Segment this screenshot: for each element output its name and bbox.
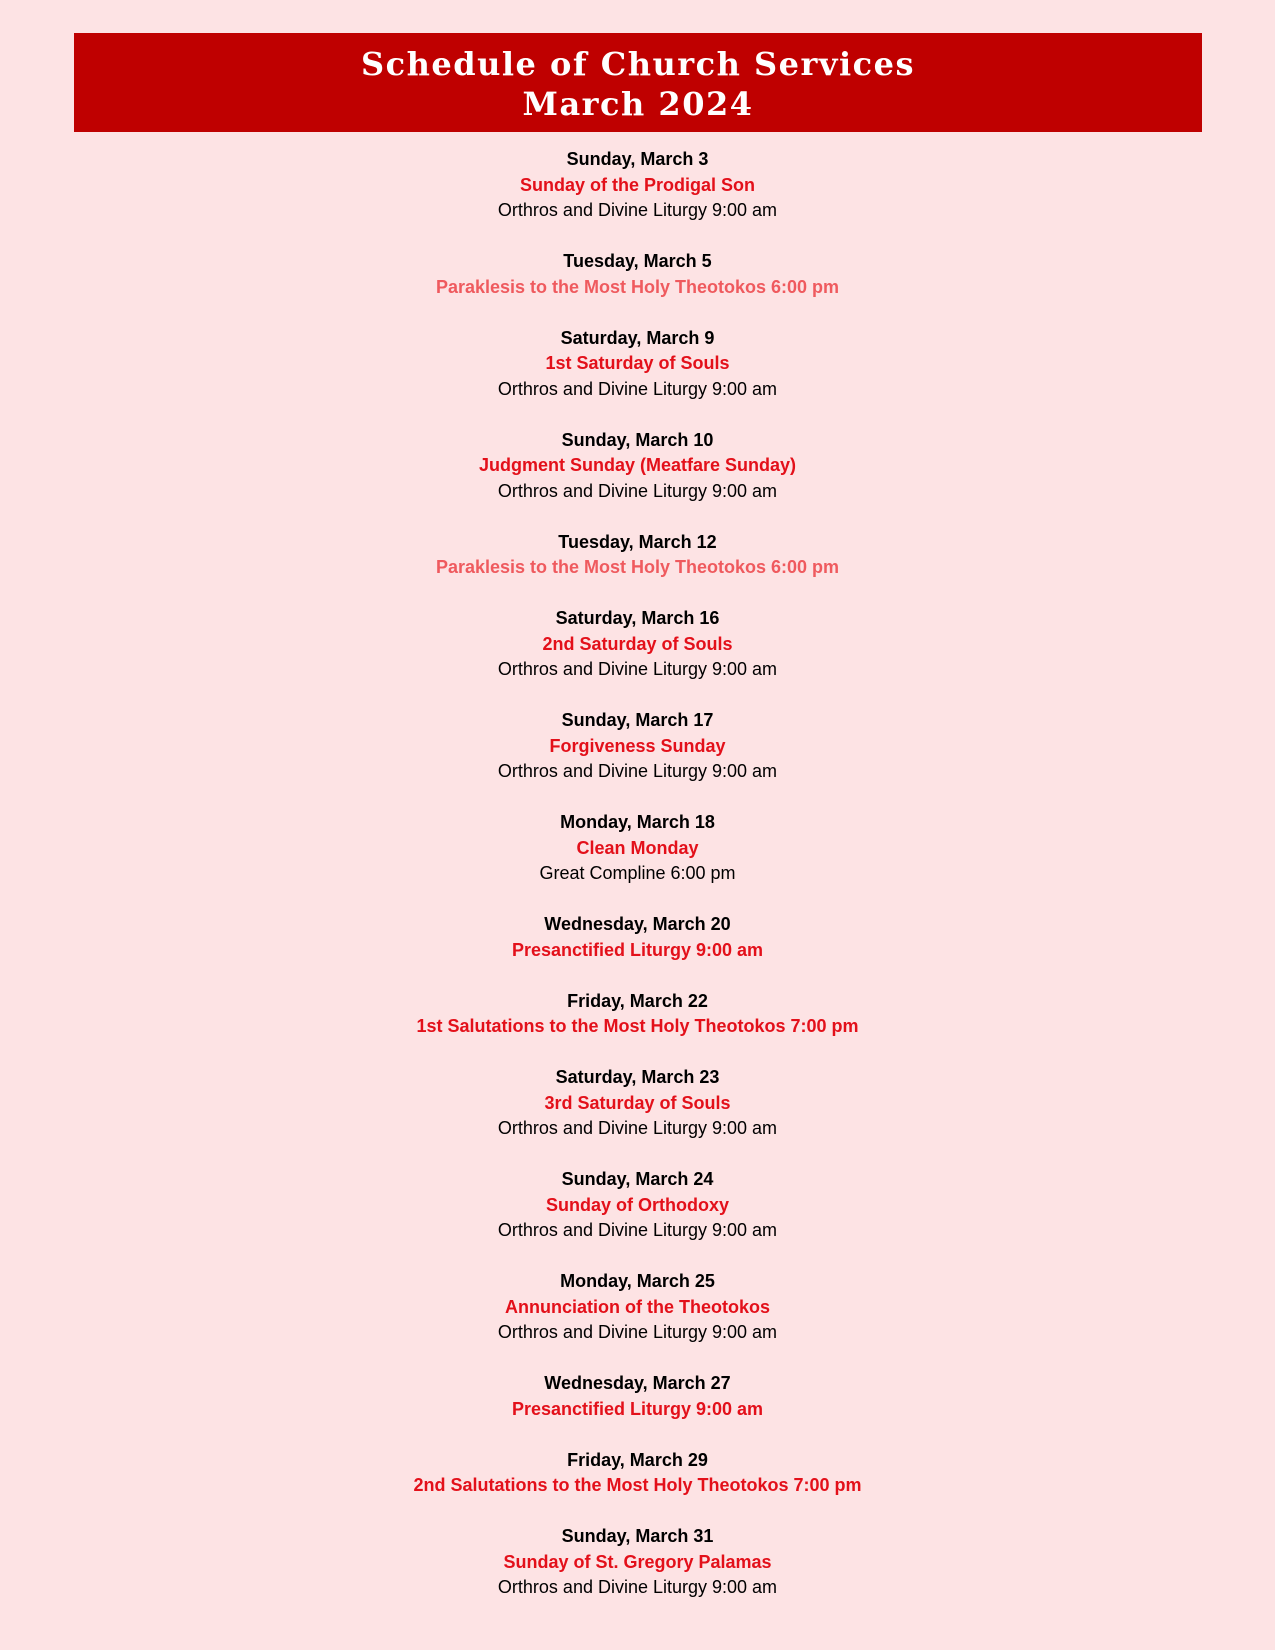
entry-feast: Annunciation of the Theotokos: [505, 1296, 770, 1317]
entry-feast: Forgiveness Sunday: [549, 735, 726, 756]
schedule-entry: [0, 1269, 1275, 1346]
page-title: Schedule of Church Services: [361, 45, 915, 83]
entry-service: Orthros and Divine Liturgy 9:00 am: [497, 1118, 778, 1138]
entry-service: Orthros and Divine Liturgy 9:00 am: [497, 200, 778, 220]
entry-service: Orthros and Divine Liturgy 9:00 am: [497, 1322, 778, 1342]
entry-date: Friday, March 22: [567, 990, 708, 1011]
entry-feast: 3rd Saturday of Souls: [544, 1092, 731, 1113]
entry-feast: Paraklesis to the Most Holy Theotokos 6:00 pm: [435, 276, 840, 297]
entry-date: Sunday, March 3: [566, 149, 709, 169]
entry-feast: Sunday of St. Gregory Palamas: [503, 1551, 772, 1572]
entry-feast: 2nd Salutations to the Most Holy Theotokos 7:00 pm: [413, 1475, 862, 1495]
entry-service: Orthros and Divine Liturgy 9:00 am: [497, 480, 778, 501]
entry-service: Great Compline 6:00 pm: [539, 863, 736, 883]
entry-feast: Presanctified Liturgy 9:00 am: [511, 939, 764, 960]
schedule-entry: [0, 912, 1275, 963]
schedule-entry: [0, 1448, 1275, 1499]
schedule-entry: [0, 249, 1275, 300]
entry-date: Wednesday, March 27: [544, 1373, 731, 1393]
schedule-entry: [0, 989, 1275, 1040]
schedule-entry: [0, 530, 1275, 581]
schedule-entry: [0, 1371, 1275, 1422]
entry-date: Sunday, March 24: [561, 1169, 714, 1189]
entry-date: Sunday, March 17: [561, 710, 714, 730]
schedule-entry: [0, 147, 1275, 224]
entry-feast: 2nd Saturday of Souls: [542, 633, 733, 654]
entry-date: Saturday, March 16: [555, 608, 720, 628]
entry-service: Orthros and Divine Liturgy 9:00 am: [497, 761, 778, 781]
entry-date: Tuesday, March 5: [563, 251, 712, 271]
entry-date: Saturday, March 23: [555, 1067, 720, 1087]
entry-feast: Sunday of Orthodoxy: [545, 1194, 729, 1215]
page-subtitle: March 2024: [522, 85, 754, 123]
entry-feast: Paraklesis to the Most Holy Theotokos 6:00 pm: [435, 557, 840, 577]
schedule-entry: [0, 606, 1275, 683]
schedule-entry: [0, 1524, 1275, 1601]
entry-date: Saturday, March 9: [560, 327, 715, 348]
entry-date: Monday, March 18: [560, 812, 715, 832]
header-banner: [74, 33, 1202, 132]
schedule-entry: [0, 326, 1275, 403]
entry-date: Wednesday, March 20: [544, 914, 731, 934]
entry-date: Sunday, March 31: [561, 1526, 714, 1546]
entry-feast: Sunday of the Prodigal Son: [519, 174, 755, 195]
entry-date: Monday, March 25: [560, 1271, 715, 1291]
entry-feast: 1st Saturday of Souls: [545, 353, 730, 373]
entry-date: Tuesday, March 12: [558, 531, 717, 552]
entry-feast: Judgment Sunday (Meatfare Sunday): [478, 455, 797, 475]
schedule-entry: [0, 1167, 1275, 1244]
schedule-entry: [0, 1065, 1275, 1142]
entry-date: Friday, March 29: [567, 1449, 708, 1470]
entry-feast: 1st Salutations to the Most Holy Theotokos 7:00 pm: [416, 1016, 859, 1036]
entry-service: Orthros and Divine Liturgy 9:00 am: [497, 378, 778, 399]
service-schedule: [0, 147, 1275, 1626]
entry-feast: Presanctified Liturgy 9:00 am: [511, 1398, 764, 1419]
entry-feast: Clean Monday: [576, 837, 699, 858]
entry-service: Orthros and Divine Liturgy 9:00 am: [497, 1220, 778, 1240]
entry-date: Sunday, March 10: [561, 429, 714, 450]
schedule-entry: [0, 428, 1275, 505]
entry-service: Orthros and Divine Liturgy 9:00 am: [497, 659, 778, 679]
schedule-entry: [0, 810, 1275, 887]
entry-service: Orthros and Divine Liturgy 9:00 am: [497, 1577, 778, 1597]
schedule-entry: [0, 708, 1275, 785]
